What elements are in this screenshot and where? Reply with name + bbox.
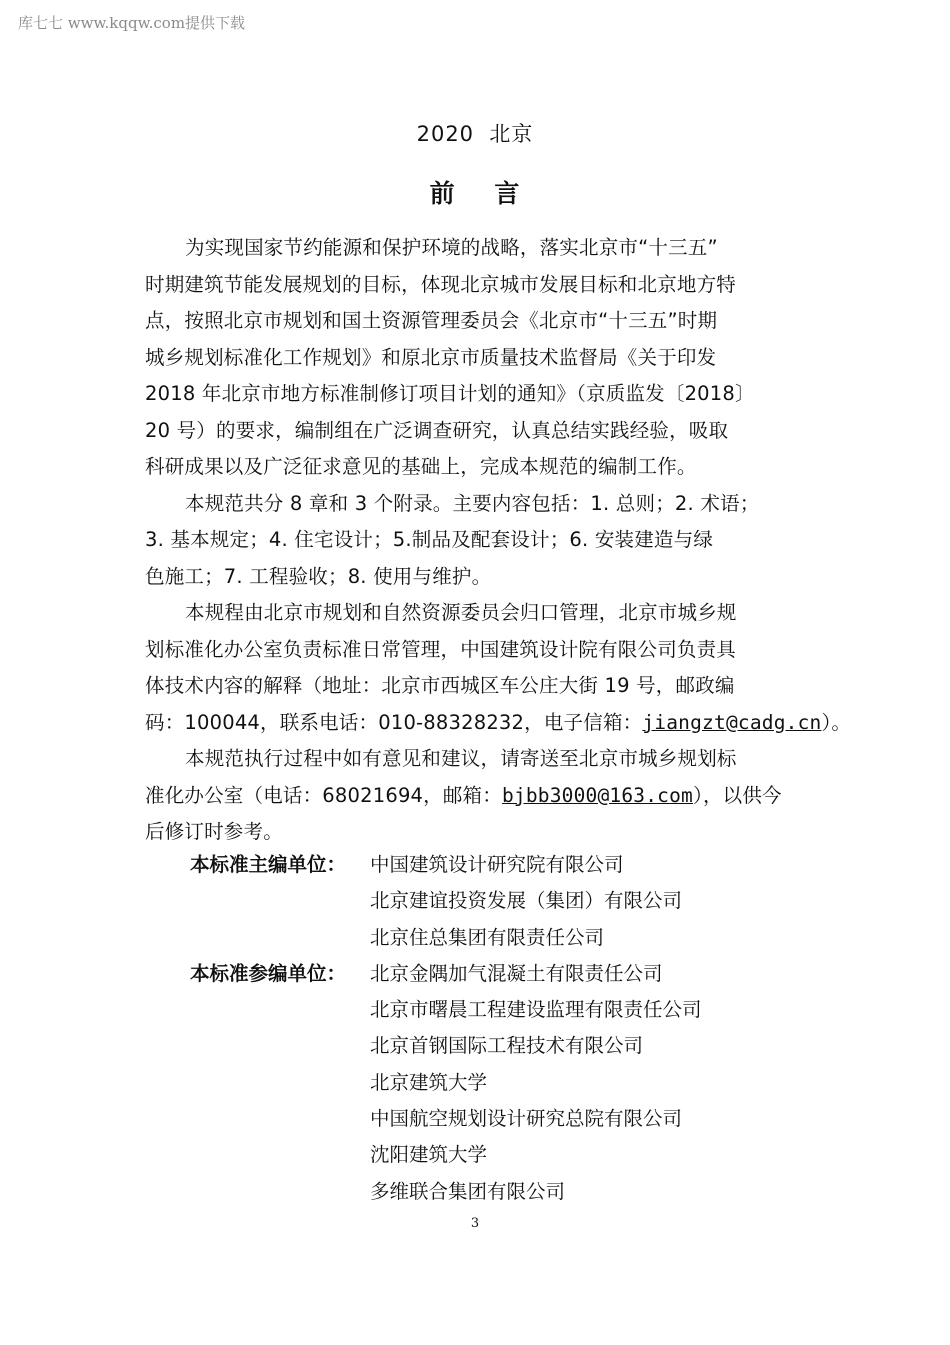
paragraph-line: 色施工；7. 工程验收；8. 使用与维护。	[145, 564, 492, 588]
page-title: 前 言	[429, 179, 521, 208]
contact-text-end: ），以供今	[693, 783, 782, 807]
participating-unit-row	[190, 1137, 810, 1173]
participating-unit-row	[190, 1174, 810, 1210]
unit-name: 北京首钢国际工程技术有限公司	[370, 1034, 644, 1058]
contact-text: 码：100044，联系电话：010-88328232，电子信箱：	[145, 710, 643, 734]
unit-name: 北京金隅加气混凝土有限责任公司	[370, 961, 663, 985]
paragraph-line: 为实现国家节约能源和保护环境的战略，落实北京市“十三五”	[185, 236, 718, 259]
paragraph-line: 3. 基本规定；4. 住宅设计；5.制品及配套设计；6. 安装建造与绿	[145, 528, 714, 551]
paragraph-line: 本规范共分 8 章和 3 个附录。主要内容包括：1. 总则；2. 术语；	[185, 491, 760, 515]
unit-name: 多维联合集团有限公司	[370, 1179, 566, 1203]
watermark-text: 库七七 www.kqqw.com提供下载	[18, 14, 246, 32]
chief-editor-label: 本标准主编单位：	[190, 853, 347, 876]
paragraph-line: 后修订时参考。	[145, 820, 283, 843]
participating-unit-row	[190, 992, 810, 1028]
editor-units	[190, 847, 810, 1210]
paragraph-line	[145, 778, 810, 815]
contact-text-end: ）。	[821, 710, 852, 734]
chief-unit-row	[190, 847, 810, 883]
email-link-jiangzt[interactable]: jiangzt@cadg.cn	[642, 710, 822, 734]
paragraph-line: 2018 年北京市地方标准制修订项目计划的通知》（京质监发〔2018〕	[145, 382, 755, 405]
unit-name: 中国航空规划设计研究总院有限公司	[370, 1107, 683, 1131]
preface-body	[145, 230, 852, 851]
paragraph-line: 科研成果以及广泛征求意见的基础上，完成本规范的编制工作。	[145, 455, 697, 478]
paragraph-line: 点，按照北京市规划和国土资源管理委员会《北京市“十三五”时期	[145, 309, 718, 332]
paragraph-line: 本规程由北京市规划和自然资源委员会归口管理，北京市城乡规	[185, 601, 737, 624]
paragraph-line: 时期建筑节能发展规划的目标，体现北京城市发展目标和北京地方特	[145, 272, 737, 296]
participating-unit-row	[190, 1065, 810, 1101]
participating-unit-row	[190, 1101, 810, 1137]
paragraph-line	[145, 705, 852, 742]
unit-name: 沈阳建筑大学	[370, 1143, 488, 1167]
paragraph-line: 本规范执行过程中如有意见和建议，请寄送至北京市城乡规划标	[185, 747, 737, 770]
page-number: 3	[470, 1216, 480, 1231]
unit-name: 北京住总集团有限责任公司	[370, 925, 605, 949]
paragraph-line: 城乡规划标准化工作规划》和原北京市质量技术监督局《关于印发	[145, 345, 717, 369]
paragraph-line: 20 号）的要求，编制组在广泛调查研究，认真总结实践经验，吸取	[145, 418, 729, 442]
chief-unit-row	[190, 883, 810, 919]
participating-unit-row	[190, 1028, 810, 1064]
unit-name: 北京建谊投资发展（集团）有限公司	[370, 889, 683, 913]
unit-name: 北京市曙晨工程建设监理有限责任公司	[370, 998, 702, 1022]
participating-editor-label: 本标准参编单位：	[190, 961, 347, 985]
participating-unit-row	[190, 956, 810, 992]
paragraph-line: 划标准化办公室负责标准日常管理，中国建筑设计院有限公司负责具	[145, 637, 737, 661]
chief-unit-row	[190, 920, 810, 956]
unit-name: 北京建筑大学	[370, 1070, 488, 1094]
paragraph-line: 体技术内容的解释（地址：北京市西城区车公庄大街 19 号，邮政编	[145, 674, 735, 697]
email-link-bjbb[interactable]: bjbb3000@163.com	[501, 783, 693, 807]
year-city-heading: 2020 北京	[416, 122, 534, 146]
contact-text: 准化办公室（电话：68021694，邮箱：	[145, 783, 502, 807]
unit-name: 中国建筑设计研究院有限公司	[370, 853, 624, 876]
